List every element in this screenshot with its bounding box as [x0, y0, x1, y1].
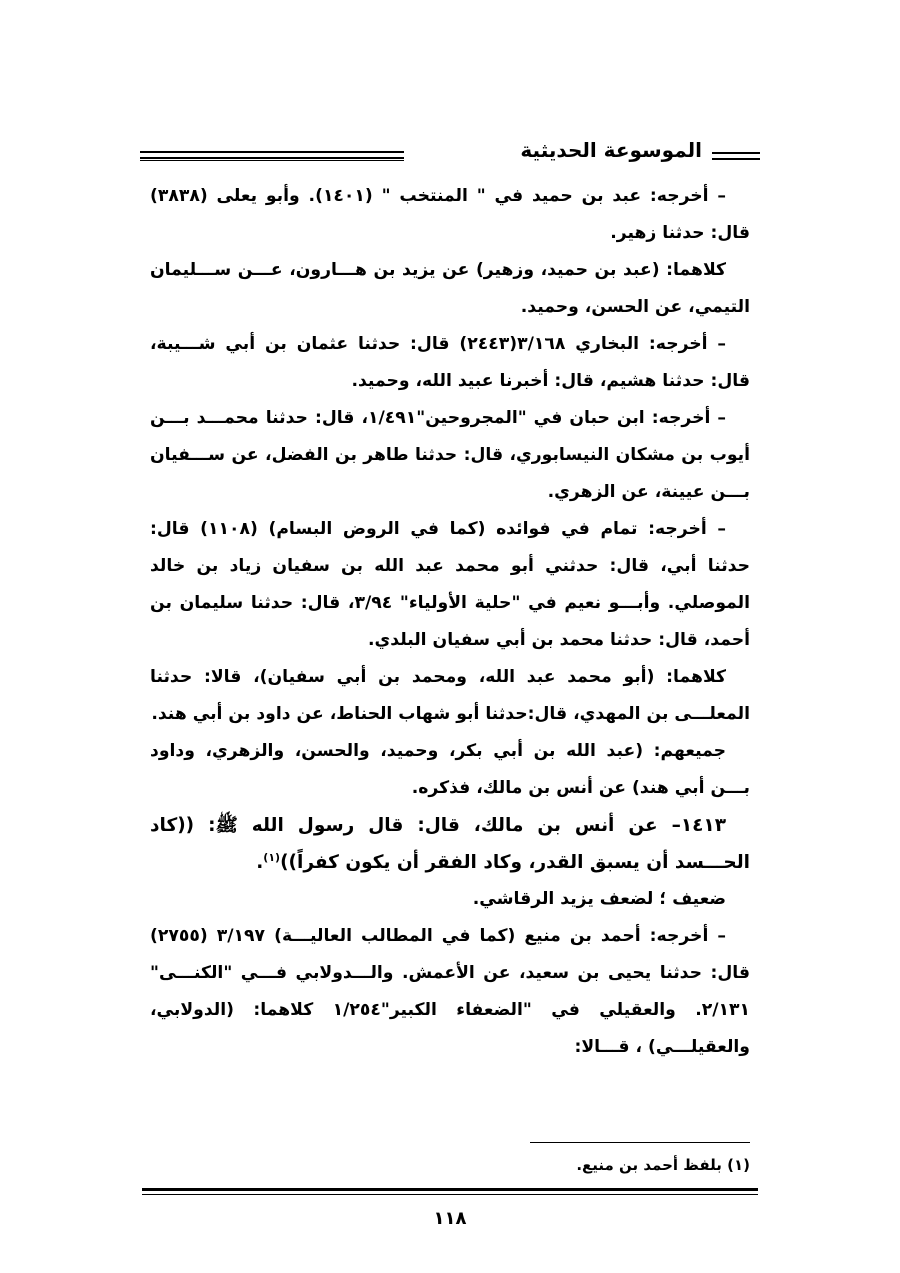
running-header: [140, 136, 760, 172]
body-paragraph: – أخرجه: تمام في فوائده (كما في الروض البسام) (١١٠٨) قال: حدثنا أبي، قال: حدثني أبو محمد عبد الله بن سفيان زياد بن خالد الموصلي. وأبـــو نعيم في "حلية الأولياء" ٣/٩٤، قال: حدثنا سليمان بن أحمد، قال: حدثنا محمد بن أبي سفيان البلدي.: [150, 519, 750, 650]
footer-rule: [142, 1194, 758, 1195]
body-paragraph: جميعهم: (عبد الله بن أبي بكر، وحميد، والحسن، والزهري، وداود بـــن أبي هند) عن أنس بن مالك، فذكره.: [150, 741, 750, 798]
hadith-end: .: [256, 852, 264, 873]
header-rule: [140, 157, 404, 159]
hadith-text: [150, 807, 750, 881]
header-rule: [140, 160, 404, 161]
page-body: [150, 178, 750, 1066]
hadith-body: ١٤١٣– عن أنس بن مالك، قال: قال رسول الله ﷺ: ((كاد الحـــسد أن يسبق القدر، وكاد الفقر أن يكون كفراً)): [150, 815, 750, 873]
footnote: (١) بلفظ أحمد بن منيع.: [576, 1156, 750, 1174]
body-paragraph: – أخرجه: أحمد بن منيع (كما في المطالب العاليـــة) ٣/١٩٧ (٢٧٥٥) قال: حدثنا يحيى بن سعيد، عن الأعمش. والـــدولابي فـــي "الكنـــى" ٢/١٣١. والعقيلي في "الضعفاء الكبير"١/٢٥٤ كلاهما: (الدولابي، والعقيلـــي) ، قـــالا:: [150, 926, 750, 1057]
footnote-marker: (١): [263, 850, 281, 864]
grade-label: ضعيف: [672, 889, 726, 909]
header-title: الموسوعة الحديثية: [520, 138, 702, 162]
header-rule: [712, 158, 760, 160]
body-paragraph: كلاهما: (عبد بن حميد، وزهير) عن يزيد بن هـــارون، عـــن ســـليمان التيمي، عن الحسن، وحميد.: [150, 260, 750, 317]
grade-reason: ؛ لضعف يزيد الرقاشي.: [472, 889, 667, 909]
footer-rule: [142, 1188, 758, 1191]
header-rule: [140, 151, 404, 153]
body-paragraph: – أخرجه: البخاري ٣/١٦٨(٢٤٤٣) قال: حدثنا عثمان بن أبي شـــيبة، قال: حدثنا هشيم، قال: أخبرنا عبيد الله، وحميد.: [150, 334, 750, 391]
header-rule: [712, 152, 760, 154]
body-paragraph: – أخرجه: عبد بن حميد في " المنتخب " (١٤٠١). وأبو يعلى (٣٨٣٨) قال: حدثنا زهير.: [150, 186, 750, 243]
page-number: ١١٨: [433, 1208, 467, 1229]
body-paragraph: كلاهما: (أبو محمد عبد الله، ومحمد بن أبي سفيان)، قالا: حدثنا المعلـــى بن المهدي، قال:حدثنا أبو شهاب الحناط، عن داود بن أبي هند.: [150, 667, 750, 724]
footnote-separator: [530, 1142, 750, 1143]
body-paragraph: – أخرجه: ابن حبان في "المجروحين"١/٤٩١، قال: حدثنا محمـــد بـــن أيوب بن مشكان النيسابوري، قال: حدثنا طاهر بن الفضل، عن ســـفيان بـــن عيينة، عن الزهري.: [150, 408, 750, 502]
hadith-grade: [150, 881, 750, 918]
